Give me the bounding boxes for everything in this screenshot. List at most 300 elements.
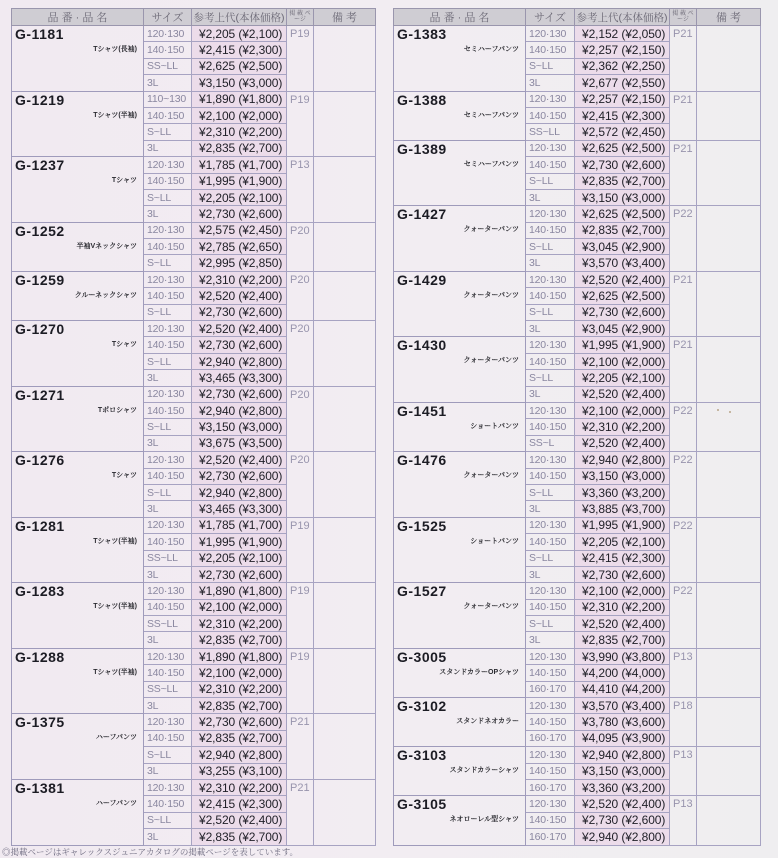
- size-cell: 3L: [144, 829, 192, 845]
- product-code: G-1252: [15, 222, 65, 239]
- size-cell: S~LL: [526, 370, 575, 386]
- table-row: [394, 91, 761, 107]
- price-cell: ¥1,890 (¥1,800): [192, 648, 287, 664]
- product-name: スタンドカラーOPシャツ: [439, 668, 519, 676]
- table-row: [394, 796, 761, 812]
- product-name: セミハーフパンツ: [463, 160, 519, 168]
- size-cell: 120·130: [526, 140, 575, 156]
- table-row: [394, 26, 761, 42]
- size-cell: 3L: [526, 501, 575, 517]
- price-cell: ¥2,257 (¥2,150): [575, 42, 670, 58]
- price-cell: ¥2,625 (¥2,500): [575, 140, 670, 156]
- notes-cell: [697, 140, 761, 206]
- page-cell: P13: [670, 796, 697, 845]
- table-row: [394, 747, 761, 763]
- product-code: G-1283: [15, 583, 65, 600]
- price-cell: ¥2,520 (¥2,400): [192, 452, 287, 468]
- notes-cell: [314, 222, 376, 271]
- product-cell: [12, 452, 144, 518]
- size-cell: SS~L: [526, 435, 575, 451]
- price-cell: ¥1,890 (¥1,800): [192, 583, 287, 599]
- notes-cell: [697, 206, 761, 272]
- notes-cell: [697, 796, 761, 845]
- page-cell: P20: [287, 321, 314, 387]
- size-cell: 140·150: [144, 468, 192, 484]
- price-cell: ¥3,150 (¥3,000): [575, 763, 670, 779]
- price-cell: ¥2,415 (¥2,300): [192, 42, 287, 58]
- size-cell: S~LL: [144, 484, 192, 500]
- size-cell: 3L: [144, 75, 192, 91]
- page-cell: P21: [287, 714, 314, 780]
- product-code: G-3005: [397, 648, 447, 665]
- size-cell: 120·130: [526, 747, 575, 763]
- price-cell: ¥1,995 (¥1,900): [575, 337, 670, 353]
- price-cell: ¥2,625 (¥2,500): [192, 58, 287, 74]
- size-cell: 120·130: [144, 452, 192, 468]
- price-cell: ¥2,310 (¥2,200): [192, 779, 287, 795]
- product-code: G-1271: [15, 386, 65, 403]
- header-page: 掲 載 ページ: [670, 9, 697, 26]
- size-cell: S~LL: [144, 419, 192, 435]
- price-cell: ¥2,205 (¥2,100): [192, 26, 287, 42]
- size-cell: 120·130: [526, 402, 575, 418]
- size-cell: 160·170: [526, 730, 575, 746]
- table-row: [394, 583, 761, 599]
- table-row: [12, 583, 376, 599]
- product-name: 半袖Vネックシャツ: [76, 242, 137, 250]
- product-code: G-1527: [397, 583, 447, 600]
- size-cell: 140·150: [144, 239, 192, 255]
- notes-cell: [697, 747, 761, 796]
- notes-cell: [314, 26, 376, 92]
- product-code: G-1388: [397, 91, 447, 108]
- product-name: クォーターパンツ: [463, 291, 519, 299]
- product-code: G-1389: [397, 140, 447, 157]
- price-cell: ¥2,310 (¥2,200): [575, 599, 670, 615]
- price-cell: ¥2,730 (¥2,600): [192, 386, 287, 402]
- price-cell: ¥3,570 (¥3,400): [575, 255, 670, 271]
- size-cell: 140·150: [144, 337, 192, 353]
- notes-cell: [697, 517, 761, 583]
- size-cell: 3L: [144, 435, 192, 451]
- price-cell: ¥2,100 (¥2,000): [192, 107, 287, 123]
- product-name: Tシャツ(半袖): [93, 603, 137, 611]
- table-row: [394, 271, 761, 287]
- price-cell: ¥2,100 (¥2,000): [575, 353, 670, 369]
- size-cell: 140·150: [526, 665, 575, 681]
- notes-cell: [697, 452, 761, 518]
- price-cell: ¥2,835 (¥2,700): [192, 140, 287, 156]
- product-name: Tポロシャツ: [97, 406, 137, 414]
- table-header: [394, 9, 761, 26]
- size-cell: 120·130: [144, 271, 192, 287]
- price-cell: ¥2,100 (¥2,000): [575, 583, 670, 599]
- price-cell: ¥3,885 (¥3,700): [575, 501, 670, 517]
- price-cell: ¥2,415 (¥2,300): [192, 796, 287, 812]
- table-row: [394, 140, 761, 156]
- price-cell: ¥3,255 (¥3,100): [192, 763, 287, 779]
- price-cell: ¥2,835 (¥2,700): [575, 632, 670, 648]
- page-cell: P19: [287, 91, 314, 157]
- notes-cell: [697, 648, 761, 697]
- size-cell: 120·130: [526, 206, 575, 222]
- price-cell: ¥2,730 (¥2,600): [192, 468, 287, 484]
- size-cell: 140·150: [144, 730, 192, 746]
- notes-cell: [697, 583, 761, 649]
- product-name: Tシャツ: [111, 341, 137, 349]
- price-cell: ¥2,730 (¥2,600): [192, 566, 287, 582]
- size-cell: 140·150: [144, 288, 192, 304]
- header-notes: 備 考: [697, 9, 761, 26]
- price-cell: ¥2,730 (¥2,600): [575, 566, 670, 582]
- product-cell: [394, 583, 526, 649]
- header-size: サイズ: [144, 9, 192, 26]
- price-cell: ¥3,150 (¥3,000): [192, 75, 287, 91]
- size-cell: 3L: [144, 140, 192, 156]
- price-cell: ¥1,785 (¥1,700): [192, 517, 287, 533]
- header-notes: 備 考: [314, 9, 376, 26]
- price-cell: ¥4,200 (¥4,000): [575, 665, 670, 681]
- header-price: 参考上代(本体価格): [192, 9, 287, 26]
- price-cell: ¥1,995 (¥1,900): [192, 173, 287, 189]
- product-cell: [12, 714, 144, 780]
- price-cell: ¥2,520 (¥2,400): [575, 386, 670, 402]
- product-name: Tシャツ(半袖): [93, 111, 137, 119]
- table-row: [12, 271, 376, 287]
- size-cell: 140·150: [526, 763, 575, 779]
- price-cell: ¥1,995 (¥1,900): [192, 534, 287, 550]
- table-row: [12, 26, 376, 42]
- size-cell: 3L: [526, 75, 575, 91]
- price-cell: ¥2,520 (¥2,400): [575, 616, 670, 632]
- size-cell: SS~LL: [144, 550, 192, 566]
- size-cell: 140·150: [526, 157, 575, 173]
- price-cell: ¥2,100 (¥2,000): [575, 402, 670, 418]
- product-code: G-1375: [15, 714, 65, 731]
- product-name: ハーフパンツ: [95, 799, 137, 807]
- price-cell: ¥3,465 (¥3,300): [192, 501, 287, 517]
- price-cell: ¥4,410 (¥4,200): [575, 681, 670, 697]
- price-cell: ¥2,575 (¥2,450): [192, 222, 287, 238]
- page-cell: P19: [287, 583, 314, 649]
- header-page: 掲 載 ページ: [287, 9, 314, 26]
- price-cell: ¥2,100 (¥2,000): [192, 599, 287, 615]
- price-cell: ¥3,780 (¥3,600): [575, 714, 670, 730]
- size-cell: 3L: [526, 386, 575, 402]
- size-cell: 140·150: [526, 222, 575, 238]
- price-cell: ¥2,572 (¥2,450): [575, 124, 670, 140]
- table-row: [394, 648, 761, 664]
- price-cell: ¥2,100 (¥2,000): [192, 665, 287, 681]
- page-cell: P20: [287, 452, 314, 518]
- size-cell: S~LL: [144, 812, 192, 828]
- size-cell: 120·130: [144, 321, 192, 337]
- size-cell: 3L: [526, 189, 575, 205]
- product-name: スタンドカラーシャツ: [449, 767, 519, 775]
- size-cell: 140·150: [144, 107, 192, 123]
- size-cell: 140·150: [144, 42, 192, 58]
- price-cell: ¥2,520 (¥2,400): [192, 321, 287, 337]
- product-code: G-1476: [397, 452, 447, 469]
- notes-cell: [314, 452, 376, 518]
- size-cell: S~LL: [144, 747, 192, 763]
- product-name: ハーフパンツ: [95, 734, 137, 742]
- price-cell: ¥2,362 (¥2,250): [575, 58, 670, 74]
- price-cell: ¥2,940 (¥2,800): [575, 452, 670, 468]
- page-cell: P19: [287, 517, 314, 583]
- table-row: [12, 648, 376, 664]
- price-cell: ¥3,045 (¥2,900): [575, 321, 670, 337]
- page-cell: P19: [287, 26, 314, 92]
- page-cell: P19: [287, 648, 314, 714]
- price-cell: ¥2,310 (¥2,200): [192, 616, 287, 632]
- size-cell: 3L: [144, 763, 192, 779]
- notes-cell: [697, 337, 761, 403]
- product-name: クォーターパンツ: [463, 226, 519, 234]
- product-cell: [394, 452, 526, 518]
- price-cell: ¥2,520 (¥2,400): [575, 435, 670, 451]
- size-cell: 3L: [526, 632, 575, 648]
- product-code: G-1270: [15, 321, 65, 338]
- product-name: ショートパンツ: [470, 422, 519, 430]
- page-cell: P13: [670, 747, 697, 796]
- size-cell: 120·130: [144, 583, 192, 599]
- price-cell: ¥2,625 (¥2,500): [575, 288, 670, 304]
- header-name: 品 番 · 品 名: [12, 9, 144, 26]
- price-cell: ¥2,835 (¥2,700): [192, 730, 287, 746]
- price-table-left: [11, 8, 376, 846]
- size-cell: S~LL: [526, 550, 575, 566]
- size-cell: 3L: [144, 501, 192, 517]
- page-cell: P21: [670, 91, 697, 140]
- page-cell: P21: [287, 779, 314, 845]
- table-row: [394, 402, 761, 418]
- table-row: [12, 222, 376, 238]
- product-code: G-1525: [397, 517, 447, 534]
- price-cell: ¥2,940 (¥2,800): [192, 747, 287, 763]
- product-name: Tシャツ(長袖): [93, 46, 137, 53]
- size-cell: 140·150: [144, 534, 192, 550]
- size-cell: 120·130: [526, 452, 575, 468]
- size-cell: 140·150: [144, 173, 192, 189]
- table-row: [394, 337, 761, 353]
- header-price: 参考上代(本体価格): [575, 9, 670, 26]
- page-cell: P13: [287, 157, 314, 223]
- table-row: [12, 452, 376, 468]
- price-cell: ¥2,205 (¥2,100): [192, 550, 287, 566]
- notes-cell: [314, 648, 376, 714]
- page-cell: P21: [670, 140, 697, 206]
- size-cell: 120·130: [144, 157, 192, 173]
- size-cell: 3L: [526, 566, 575, 582]
- size-cell: 140·150: [526, 812, 575, 828]
- product-code: G-1429: [397, 271, 447, 288]
- product-code: G-1259: [15, 271, 65, 288]
- price-cell: ¥2,730 (¥2,600): [575, 157, 670, 173]
- price-cell: ¥3,045 (¥2,900): [575, 239, 670, 255]
- price-cell: ¥2,520 (¥2,400): [575, 796, 670, 812]
- product-cell: [394, 796, 526, 845]
- table-header: [12, 9, 376, 26]
- product-code: G-3102: [397, 698, 447, 715]
- price-cell: ¥2,730 (¥2,600): [192, 304, 287, 320]
- product-code: G-3105: [397, 796, 447, 813]
- table-row: [12, 714, 376, 730]
- size-cell: S~LL: [526, 239, 575, 255]
- page-cell: P13: [670, 648, 697, 697]
- size-cell: 140·150: [526, 353, 575, 369]
- price-cell: ¥2,625 (¥2,500): [575, 206, 670, 222]
- price-table-right: [393, 8, 761, 846]
- price-cell: ¥2,940 (¥2,800): [192, 353, 287, 369]
- table-body-left: [12, 26, 376, 846]
- product-name: Tシャツ: [111, 177, 137, 185]
- size-cell: 120·130: [144, 517, 192, 533]
- price-cell: ¥2,730 (¥2,600): [192, 337, 287, 353]
- notes-cell: [314, 157, 376, 223]
- product-cell: [12, 583, 144, 649]
- size-cell: 120·130: [526, 337, 575, 353]
- price-cell: ¥2,677 (¥2,550): [575, 75, 670, 91]
- price-cell: ¥2,835 (¥2,700): [192, 698, 287, 714]
- price-cell: ¥2,415 (¥2,300): [575, 107, 670, 123]
- size-cell: 120·130: [144, 26, 192, 42]
- size-cell: S~LL: [144, 189, 192, 205]
- price-cell: ¥2,940 (¥2,800): [575, 829, 670, 845]
- product-cell: [394, 402, 526, 451]
- price-cell: ¥1,785 (¥1,700): [192, 157, 287, 173]
- size-cell: S~LL: [144, 124, 192, 140]
- price-cell: ¥2,940 (¥2,800): [575, 747, 670, 763]
- size-cell: 3L: [526, 255, 575, 271]
- price-cell: ¥2,785 (¥2,650): [192, 239, 287, 255]
- size-cell: 140·150: [144, 796, 192, 812]
- notes-cell: [314, 386, 376, 452]
- product-name: Tシャツ(半袖): [93, 537, 137, 545]
- price-cell: ¥2,835 (¥2,700): [575, 222, 670, 238]
- table-row: [12, 517, 376, 533]
- size-cell: 120·130: [526, 517, 575, 533]
- notes-cell: [314, 271, 376, 320]
- price-cell: ¥2,940 (¥2,800): [192, 484, 287, 500]
- price-cell: ¥2,995 (¥2,850): [192, 255, 287, 271]
- notes-cell: [314, 91, 376, 157]
- size-cell: 3L: [144, 566, 192, 582]
- header-name: 品 番 · 品 名: [394, 9, 526, 26]
- price-cell: ¥1,995 (¥1,900): [575, 517, 670, 533]
- notes-cell: [697, 698, 761, 747]
- product-code: G-1281: [15, 517, 65, 534]
- size-cell: 120·130: [526, 271, 575, 287]
- product-cell: [12, 91, 144, 157]
- price-cell: ¥2,835 (¥2,700): [575, 173, 670, 189]
- size-cell: 140·150: [144, 402, 192, 418]
- size-cell: S~LL: [526, 484, 575, 500]
- size-cell: S~LL: [144, 353, 192, 369]
- table-row: [394, 452, 761, 468]
- page-cell: P22: [670, 452, 697, 518]
- size-cell: 3L: [144, 206, 192, 222]
- table-row: [394, 517, 761, 533]
- table-row: [12, 91, 376, 107]
- table-row: [394, 698, 761, 714]
- product-cell: [394, 271, 526, 337]
- size-cell: SS~LL: [144, 681, 192, 697]
- price-cell: ¥2,940 (¥2,800): [192, 402, 287, 418]
- price-cell: ¥3,150 (¥3,000): [575, 189, 670, 205]
- price-cell: ¥2,152 (¥2,050): [575, 26, 670, 42]
- product-cell: [12, 157, 144, 223]
- size-cell: 3L: [144, 370, 192, 386]
- size-cell: S~LL: [526, 173, 575, 189]
- price-cell: ¥2,730 (¥2,600): [192, 206, 287, 222]
- size-cell: SS~LL: [144, 58, 192, 74]
- size-cell: 140·150: [144, 665, 192, 681]
- product-cell: [394, 140, 526, 206]
- price-cell: ¥3,570 (¥3,400): [575, 698, 670, 714]
- product-name: ショートパンツ: [470, 537, 519, 545]
- notes-cell: [314, 714, 376, 780]
- size-cell: 140·150: [526, 468, 575, 484]
- size-cell: 140·150: [526, 534, 575, 550]
- price-cell: ¥3,465 (¥3,300): [192, 370, 287, 386]
- price-cell: ¥2,310 (¥2,200): [192, 124, 287, 140]
- size-cell: S~LL: [526, 58, 575, 74]
- size-cell: 120·130: [144, 714, 192, 730]
- product-code: G-1181: [15, 26, 64, 42]
- product-code: G-1237: [15, 157, 65, 174]
- table-row: [394, 206, 761, 222]
- product-cell: [12, 779, 144, 845]
- notes-cell: [314, 779, 376, 845]
- price-cell: ¥2,730 (¥2,600): [575, 304, 670, 320]
- product-code: G-1430: [397, 337, 447, 354]
- speck-mark: [717, 409, 731, 413]
- page-cell: P22: [670, 206, 697, 272]
- product-cell: [394, 648, 526, 697]
- product-cell: [394, 698, 526, 747]
- product-cell: [12, 26, 144, 92]
- product-code: G-1276: [15, 452, 65, 469]
- size-cell: S~LL: [526, 304, 575, 320]
- price-cell: ¥2,730 (¥2,600): [575, 812, 670, 828]
- product-name: クォーターパンツ: [463, 357, 519, 365]
- table-body-right: [394, 26, 761, 846]
- price-cell: ¥2,520 (¥2,400): [575, 271, 670, 287]
- product-cell: [12, 222, 144, 271]
- price-cell: ¥3,360 (¥3,200): [575, 779, 670, 795]
- price-cell: ¥2,730 (¥2,600): [192, 714, 287, 730]
- notes-cell: [697, 271, 761, 337]
- price-cell: ¥2,835 (¥2,700): [192, 632, 287, 648]
- size-cell: 160·170: [526, 829, 575, 845]
- price-cell: ¥2,520 (¥2,400): [192, 288, 287, 304]
- price-cell: ¥3,675 (¥3,500): [192, 435, 287, 451]
- product-name: スタンドネオカラー: [456, 718, 519, 726]
- size-cell: 120·130: [526, 583, 575, 599]
- product-cell: [12, 648, 144, 714]
- product-name: ネオローレル型シャツ: [449, 816, 519, 824]
- product-name: クォーターパンツ: [463, 603, 519, 611]
- size-cell: 140·150: [526, 107, 575, 123]
- product-cell: [12, 321, 144, 387]
- product-code: G-1381: [15, 779, 65, 796]
- size-cell: 110~130: [144, 91, 192, 107]
- page-cell: P20: [287, 222, 314, 271]
- product-cell: [394, 206, 526, 272]
- table-row: [12, 321, 376, 337]
- size-cell: 120·130: [526, 648, 575, 664]
